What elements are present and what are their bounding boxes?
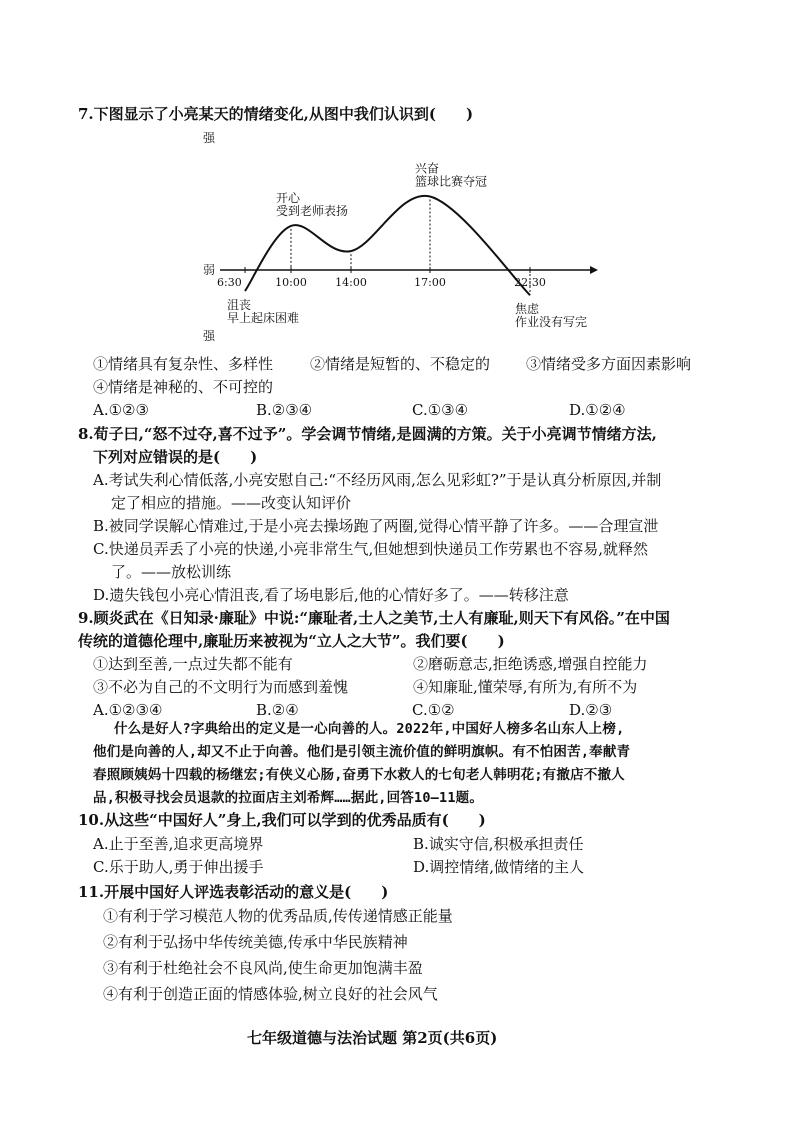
x-tick-label: 6:30 [217, 276, 242, 289]
q9-option-4: ④知廉耻,懂荣辱,有所为,有所不为 [413, 678, 638, 696]
q8-option-a-line1: A.考试失利心情低落,小亮安慰自己:“不经历风雨,怎么见彩虹?”于是认真分析原因,并制 [93, 471, 662, 489]
annotation-emotion: 沮丧 [227, 298, 252, 312]
y-top-label: 强 [203, 131, 216, 145]
q9-stem-line2: 传统的道德伦理中,廉耻历来被视为“立人之大节”。我们要( ) [78, 632, 505, 650]
q8-option-b: B.被同学误解心情难过,于是小亮去操场跑了两圈,觉得心情平静了许多。——合理宣泄 [93, 517, 659, 535]
q7-option-2: ②情绪是短暂的、不稳定的 [310, 355, 491, 373]
q10-option-d: D.调控情绪,做情绪的主人 [413, 858, 585, 876]
q7-answer-d: D.①②④ [569, 401, 626, 419]
q7-option-3: ③情绪受多方面因素影响 [526, 355, 692, 373]
q8-stem-line2: 下列对应错误的是( ) [93, 448, 258, 466]
q7-answer-a: A.①②③ [93, 401, 149, 419]
q11-option-2: ②有利于弘扬中华传统美德,传承中华民族精神 [103, 933, 408, 951]
q7-answer-c: C.①③④ [412, 401, 469, 419]
q8-option-c-line1: C.快递员弄丢了小亮的快递,小亮非常生气,但她想到快递员工作劳累也不容易,就释然 [93, 540, 649, 558]
q7-stem: 7.下图显示了小亮某天的情绪变化,从图中我们认识到( ) [78, 105, 474, 123]
x-tick-label: 17:00 [414, 276, 446, 289]
q9-option-3: ③不必为自己的不文明行为而感到羞愧 [93, 678, 349, 696]
annotation-event: 篮球比赛夺冠 [415, 174, 488, 189]
passage-line-1: 什么是好人?字典给出的定义是一心向善的人。2022年,中国好人榜多名山东人上榜, [114, 721, 625, 737]
x-tick-label: 10:00 [275, 276, 307, 289]
q11-option-3: ③有利于杜绝社会不良风尚,使生命更加饱满丰盈 [103, 959, 423, 977]
q10-option-b: B.诚实守信,积极承担责任 [413, 835, 584, 853]
q9-option-1: ①达到至善,一点过失都不能有 [93, 655, 293, 673]
q9-stem-line1: 9.顾炎武在《日知录·廉耻》中说:“廉耻者,士人之美节,士人有廉耻,则天下有风俗。”在中国 [78, 609, 670, 627]
x-axis-arrow [590, 266, 598, 274]
q8-option-c-line2: 了。——放松训练 [111, 563, 232, 581]
x-tick-label: 14:00 [335, 276, 367, 289]
q7-option-4: ④情绪是神秘的、不可控的 [93, 378, 274, 396]
q11-stem: 11.开展中国好人评选表彰活动的意义是( ) [78, 883, 389, 901]
q9-answer-d: D.②③ [569, 701, 613, 719]
page-footer: 七年级道德与法治试题 第2页(共6页) [247, 1029, 498, 1047]
annotation-event: 作业没有写完 [515, 315, 588, 330]
q9-answer-c: C.①② [412, 701, 455, 719]
q8-stem-line1: 8.荀子曰,“怒不过夺,喜不过予”。学会调节情绪,是圆满的方策。关于小亮调节情绪方法, [78, 425, 657, 443]
y-mid-label: 弱 [203, 263, 216, 277]
q11-option-4: ④有利于创造正面的情感体验,树立良好的社会风气 [103, 985, 438, 1003]
y-bottom-label: 强 [203, 329, 216, 343]
q8-option-a-line2: 定了相应的措施。——改变认知评价 [111, 494, 352, 512]
q7-option-1: ①情绪具有复杂性、多样性 [93, 355, 274, 373]
q9-answer-a: A.①②③④ [93, 701, 163, 719]
q10-stem: 10.从这些“中国好人”身上,我们可以学到的优秀品质有( ) [78, 811, 486, 829]
passage-line-3: 春照顾姨妈十四载的杨继宏;有侠义心肠,奋勇下水救人的七旬老人韩明花;有撤店不撤人 [93, 767, 625, 783]
annotation-emotion: 焦虑 [515, 302, 540, 317]
annotation-event: 早上起床困难 [227, 311, 300, 325]
x-tick-label: 22:30 [514, 276, 546, 289]
q9-answer-b: B.②④ [256, 701, 299, 719]
q10-option-c: C.乐于助人,勇于伸出援手 [93, 858, 264, 876]
passage-line-4: 品,积极寻找会员退款的拉面店主刘希辉……据此,回答10—11题。 [93, 790, 484, 806]
annotation-emotion: 开心 [276, 190, 301, 205]
passage-line-2: 他们是向善的人,却又不止于向善。他们是引领主流价值的鲜明旗帜。有不怕困苦,奉献青 [93, 744, 631, 760]
q9-option-2: ②磨砺意志,拒绝诱惑,增强自控能力 [413, 655, 648, 673]
annotation-event: 受到老师表扬 [276, 203, 349, 218]
q8-option-d: D.遗失钱包小亮心情沮丧,看了场电影后,他的心情好多了。——转移注意 [93, 586, 569, 604]
emotion-chart [0, 122, 794, 362]
annotation-emotion: 兴奋 [415, 161, 440, 176]
q11-option-1: ①有利于学习模范人物的优秀品质,传传递情感正能量 [103, 907, 453, 925]
q7-answer-b: B.②③④ [256, 401, 313, 419]
q10-option-a: A.止于至善,追求更高境界 [93, 835, 264, 853]
